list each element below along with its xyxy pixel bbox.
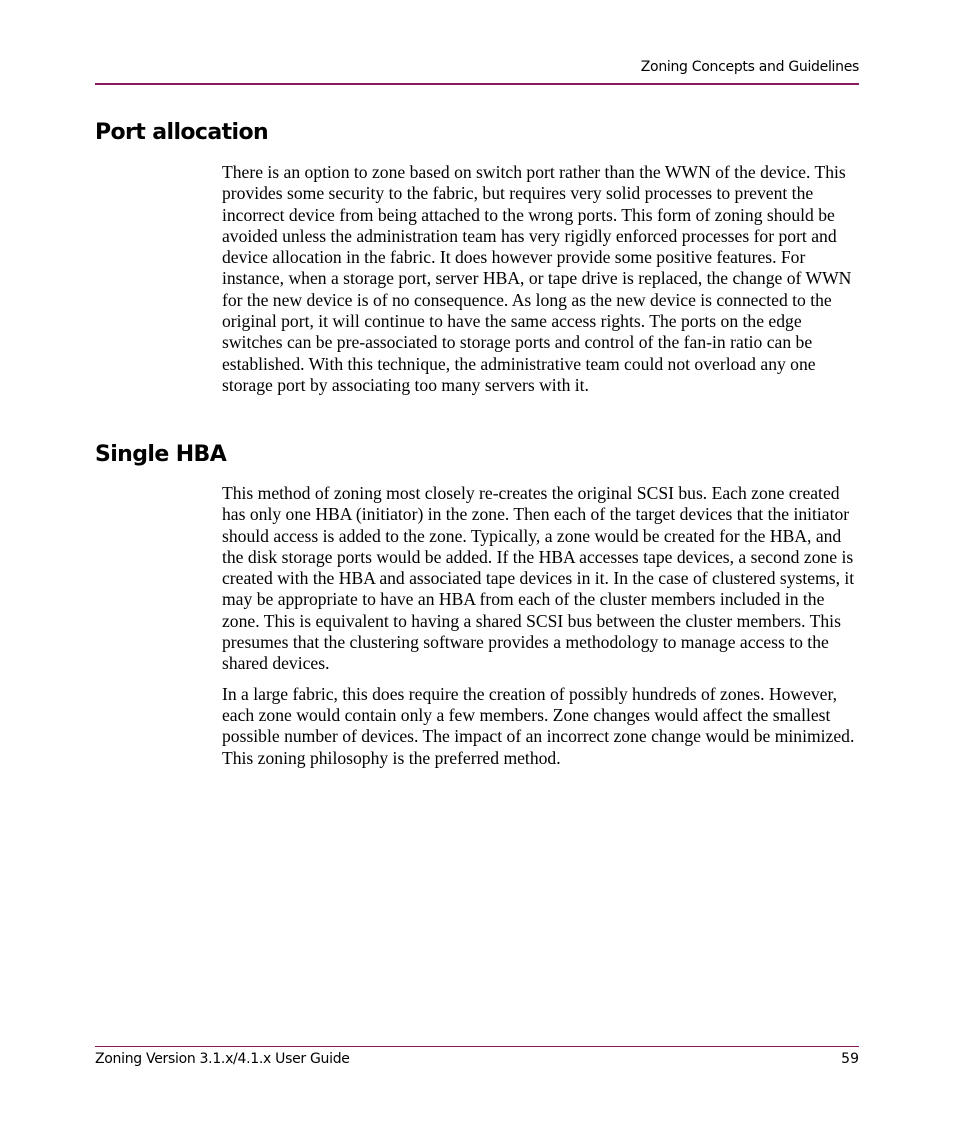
heading-single-hba: Single HBA xyxy=(95,442,227,467)
running-header: Zoning Concepts and Guidelines xyxy=(640,59,859,75)
single-hba-body xyxy=(222,483,858,778)
paragraph: This method of zoning most closely re-creates the original SCSI bus. Each zone created has only one HBA (initiator) in the zone. Then each of the target devices that the initiator should access is added to the zone. Typically, a zone would be created for the HBA, and the disk storage ports would be added. If the HBA accesses tape devices, a second zone is created with the HBA and associated tape devices in it. In the case of clustered systems, it may be appropriate to have an HBA from each of the cluster members included in the zone. This is equivalent to having a shared SCSI bus between the cluster members. This presumes that the clustering software provides a methodology to manage access to the shared devices. xyxy=(222,483,855,674)
heading-port-allocation: Port allocation xyxy=(95,120,269,145)
footer-guide-title: Zoning Version 3.1.x/4.1.x User Guide xyxy=(95,1051,350,1067)
header-rule xyxy=(95,83,859,85)
paragraph: In a large fabric, this does require the creation of possibly hundreds of zones. However, each zone would contain only a few members. Zone changes would affect the smallest possible number of devices. The impact of an incorrect zone change would be minimized. This zoning philosophy is the preferred method. xyxy=(222,683,855,768)
paragraph: There is an option to zone based on switch port rather than the WWN of the device. This provides some security to the fabric, but requires very solid processes to prevent the incorrect device from being attached to the wrong ports. This form of zoning should be avoided unless the administration team has very rigidly enforced processes for port and device allocation in the fabric. It does however provide some positive features. For instance, when a storage port, server HBA, or tape drive is replaced, the change of WWN for the new device is of no consequence. As long as the new device is connected to the original port, it will continue to have the same access rights. The ports on the edge switches can be pre-associated to storage ports and control of the fan-in ratio can be established. With this technique, the administrative team could not overload any one storage port by associating too many servers with it. xyxy=(222,162,852,395)
page-number: 59 xyxy=(841,1051,859,1067)
port-allocation-body xyxy=(222,162,858,405)
footer-rule xyxy=(95,1046,859,1047)
